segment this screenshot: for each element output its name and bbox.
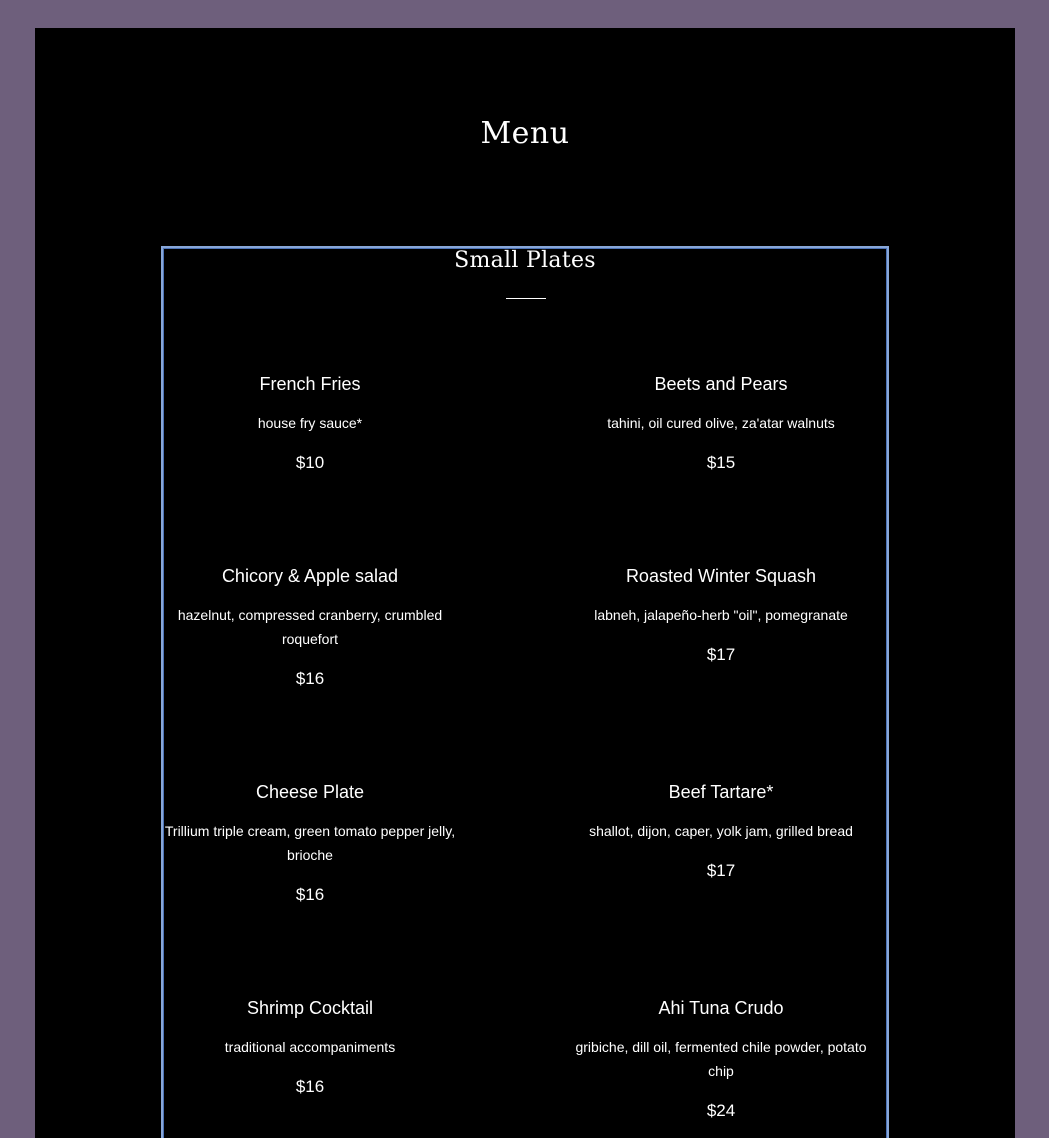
small-plates-section	[161, 246, 889, 1138]
menu-item-name: Beets and Pears	[654, 374, 788, 394]
menu-item-description: tahini, oil cured olive, za'atar walnuts	[607, 415, 835, 431]
menu-item-name: Beef Tartare*	[668, 782, 774, 802]
menu-panel	[35, 28, 1015, 1138]
menu-item-price: $15	[706, 453, 736, 472]
menu-item-shrimp-cocktail	[160, 997, 460, 1098]
menu-item-description: Trillium triple cream, green tomato pepper jelly, brioche	[164, 823, 456, 863]
menu-item-description: shallot, dijon, caper, yolk jam, grilled bread	[589, 823, 853, 839]
menu-item-price: $16	[295, 885, 325, 904]
menu-item-name: Shrimp Cocktail	[246, 998, 374, 1018]
page-title: Menu	[480, 116, 570, 151]
section-title: Small Plates	[454, 248, 596, 273]
menu-item-price: $16	[295, 669, 325, 688]
menu-item-description: house fry sauce*	[257, 415, 363, 431]
menu-item-ahi-tuna-crudo	[571, 997, 871, 1122]
menu-item-name: French Fries	[259, 374, 361, 394]
menu-item-name: Chicory & Apple salad	[221, 566, 399, 586]
menu-item-price: $10	[295, 453, 325, 472]
menu-item-name: Roasted Winter Squash	[625, 566, 817, 586]
menu-item-name: Ahi Tuna Crudo	[658, 998, 784, 1018]
menu-item-description: hazelnut, compressed cranberry, crumbled roquefort	[177, 607, 443, 647]
menu-item-price: $17	[706, 861, 736, 880]
menu-item-cheese-plate	[160, 781, 460, 906]
menu-item-description: gribiche, dill oil, fermented chile powder, potato chip	[575, 1039, 867, 1079]
menu-item-beets-and-pears	[571, 373, 871, 474]
menu-item-french-fries	[160, 373, 460, 474]
menu-item-description: traditional accompaniments	[224, 1039, 396, 1055]
menu-item-chicory-apple-salad	[160, 565, 460, 690]
section-divider	[506, 298, 546, 299]
menu-item-roasted-winter-squash	[571, 565, 871, 666]
menu-item-price: $16	[295, 1077, 325, 1096]
top-strip	[0, 0, 1049, 28]
menu-item-price: $17	[706, 645, 736, 664]
menu-item-description: labneh, jalapeño-herb "oil", pomegranate	[594, 607, 848, 623]
menu-item-beef-tartare	[571, 781, 871, 882]
menu-item-price: $24	[706, 1101, 736, 1120]
menu-item-name: Cheese Plate	[255, 782, 365, 802]
